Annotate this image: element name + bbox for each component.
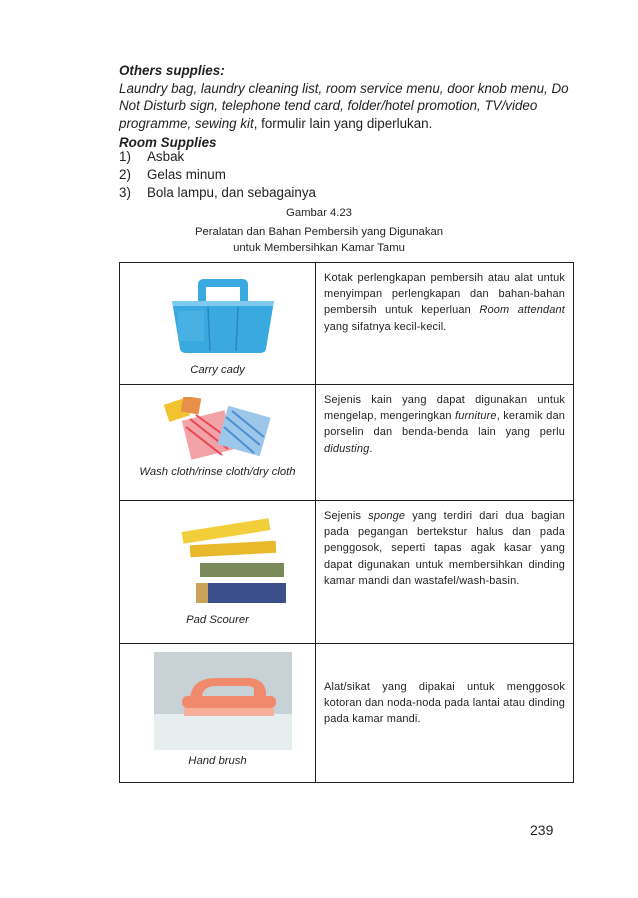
- desc-text: Alat/sikat yang dipakai untuk menggosok kotoran dan noda-noda pada lantai atau dinding pada kamar mandi.: [324, 681, 565, 726]
- row-label: Pad Scourer: [186, 614, 249, 626]
- wash-cloth-image: [156, 397, 276, 465]
- table-row: [120, 644, 574, 783]
- list-item: [119, 184, 589, 202]
- photo-surface: [154, 714, 292, 750]
- others-supplies-paragraph: [119, 62, 589, 132]
- room-supplies-list: [119, 148, 589, 202]
- scourer-green: [200, 563, 284, 577]
- scourer-blue: [196, 583, 286, 603]
- description-cell: [316, 263, 574, 385]
- desc-term: sponge: [368, 510, 406, 522]
- row-label: Carry cady: [190, 364, 245, 376]
- others-supplies-items: Laundry bag, laundry cleaning list, room service menu, door knob menu, Do Not Disturb sign, telephone tend card, folder/hotel promotion, TV/video programme, sewing kit: [119, 80, 569, 131]
- row-label: Hand brush: [188, 755, 247, 767]
- pad-scourer-image: [176, 513, 296, 609]
- list-number: 3): [119, 185, 131, 200]
- table-row: [120, 263, 574, 385]
- scourer-edge: [196, 583, 208, 603]
- list-text: Bola lampu, dan sebagainya: [147, 185, 316, 200]
- figure-number: Gambar 4.23: [286, 207, 352, 219]
- row-label: Wash cloth/rinse cloth/dry cloth: [139, 466, 296, 478]
- sponge-yellow-1: [182, 518, 271, 544]
- others-heading-colon: :: [220, 63, 225, 78]
- list-text: Gelas minum: [147, 167, 226, 182]
- desc-text: , keramik dan porselin dan benda-benda lain yang perlu: [324, 410, 565, 439]
- list-item: [119, 148, 589, 166]
- list-number: 2): [119, 167, 131, 182]
- image-cell: [120, 263, 316, 385]
- intro-paragraph: [119, 62, 589, 152]
- description-cell: [316, 501, 574, 644]
- caddy-compartment: [178, 311, 204, 341]
- others-supplies-heading: Others supplies: [119, 63, 221, 78]
- figure-title-line2: untuk Membersihkan Kamar Tamu: [233, 242, 405, 254]
- table-row: [120, 385, 574, 501]
- caddy-handle: [198, 279, 248, 303]
- description-cell: [316, 385, 574, 501]
- image-cell: [120, 385, 316, 501]
- figure-title-line1: Peralatan dan Bahan Pembersih yang Digunakan: [194, 226, 444, 238]
- hand-brush-image: [154, 652, 292, 750]
- room-supplies-heading: Room Supplies: [119, 135, 217, 150]
- brush-bristles: [184, 708, 274, 716]
- desc-text: yang terdiri dari dua bagian pada pegangan bertekstur halus dan pada penggosok, seperti tapas agak kasar yang dapat digunakan untuk membersihkan dinding kamar mandi dan wastafel/wash-basin.: [324, 510, 566, 587]
- brush-base: [182, 696, 276, 708]
- desc-text: .: [369, 442, 373, 455]
- desc-term: Room attendant: [479, 304, 566, 317]
- desc-term: didusting: [324, 442, 370, 455]
- list-text: Asbak: [147, 149, 185, 164]
- desc-text: Sejenis: [324, 510, 369, 522]
- description-cell: [316, 644, 574, 783]
- list-number: 1): [119, 149, 131, 164]
- carry-caddy-image: [168, 275, 278, 355]
- desc-text: Sejenis kain yang dapat digunakan untuk mengelap, mengeringkan: [324, 394, 565, 423]
- others-supplies-tail: , formulir lain yang diperlukan.: [253, 115, 433, 131]
- supplies-table: [119, 262, 574, 783]
- image-cell: [120, 501, 316, 644]
- sponge-yellow-2: [190, 541, 277, 557]
- caddy-rim: [172, 301, 274, 306]
- desc-term: furniture: [454, 410, 497, 423]
- desc-text: yang sifatnya kecil-kecil.: [324, 320, 447, 333]
- image-cell: [120, 644, 316, 783]
- list-item: [119, 166, 589, 184]
- folded-cloth-orange: [181, 397, 202, 414]
- table-row: [120, 501, 574, 644]
- desc-text: Kotak perlengkapan pembersih atau alat untuk menyimpan perlengkapan dan bahan-bahan pembersih untuk keperluan: [324, 272, 565, 317]
- page-number: 239: [530, 822, 554, 838]
